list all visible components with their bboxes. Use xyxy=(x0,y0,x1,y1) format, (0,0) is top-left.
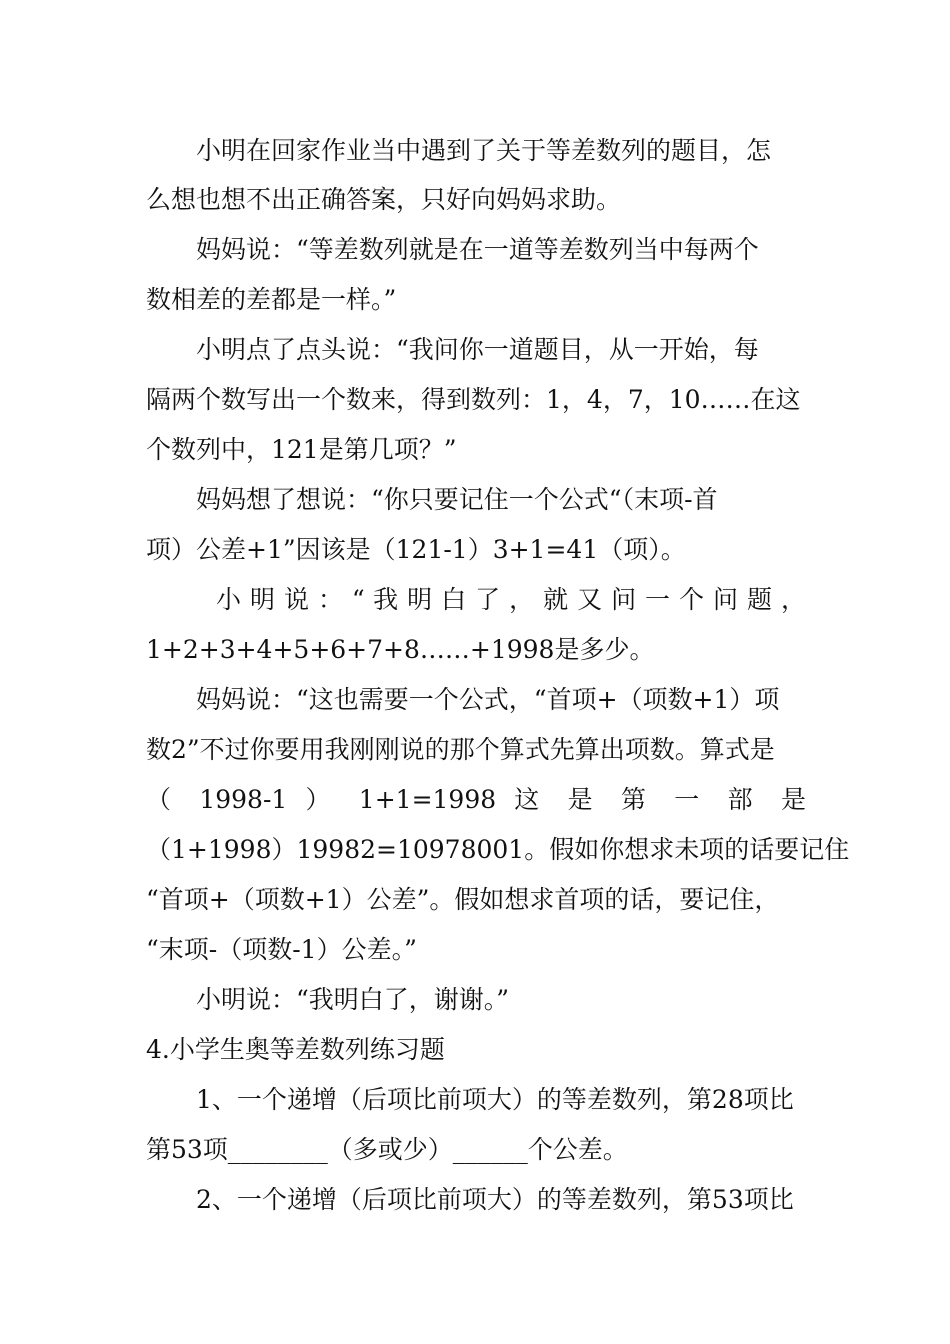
text-line: 小明在回家作业当中遇到了关于等差数列的题目，怎 xyxy=(196,136,772,165)
text-line: 1+2+3+4+5+6+7+8……+1998是多少。 xyxy=(146,635,655,664)
text-line: 个数列中，121是第几项？” xyxy=(146,435,457,464)
text-line: 隔两个数写出一个数来，得到数列：1，4，7，10……在这 xyxy=(146,385,801,414)
text-line: 小 明 说 ： “ 我 明 白 了 ， 就 又 问 一 个 问 题 ， xyxy=(216,585,806,614)
text-line: 1、一个递增（后项比前项大）的等差数列，第28项比 xyxy=(196,1085,794,1114)
text-line: （1+1998）19982=10978001。假如你想求未项的话要记住 xyxy=(146,835,850,864)
text-line: 么想也想不出正确答案，只好向妈妈求助。 xyxy=(146,185,622,214)
text-line: 妈妈说：“等差数列就是在一道等差数列当中每两个 xyxy=(196,235,759,264)
text-line: “末项-（项数-1）公差。” xyxy=(146,935,417,964)
text-line: 2、一个递增（后项比前项大）的等差数列，第53项比 xyxy=(196,1185,794,1214)
text-line: 小明点了点头说：“我问你一道题目，从一开始，每 xyxy=(196,335,759,364)
text-line: 数2”不过你要用我刚刚说的那个算式先算出项数。算式是 xyxy=(146,735,775,764)
text-line: 妈妈想了想说：“你只要记住一个公式“（末项-首 xyxy=(196,485,718,514)
text-line: （ 1998-1 ） 1+1=1998 这 是 第 一 部 是 xyxy=(146,785,806,814)
text-line: “首项+（项数+1）公差”。假如想求首项的话，要记住， xyxy=(146,885,780,914)
text-line: 数相差的差都是一样。” xyxy=(146,285,397,314)
section-heading: 4.小学生奥等差数列练习题 xyxy=(146,1035,445,1064)
text-line: 妈妈说：“这也需要一个公式，“首项+（项数+1）项 xyxy=(196,685,780,714)
text-line: 项）公差+1”因该是（121-1）3+1=41（项）。 xyxy=(146,535,686,564)
text-line: 小明说：“我明白了，谢谢。” xyxy=(196,985,510,1014)
text-line: 第53项________（多或少）______个公差。 xyxy=(146,1135,628,1164)
